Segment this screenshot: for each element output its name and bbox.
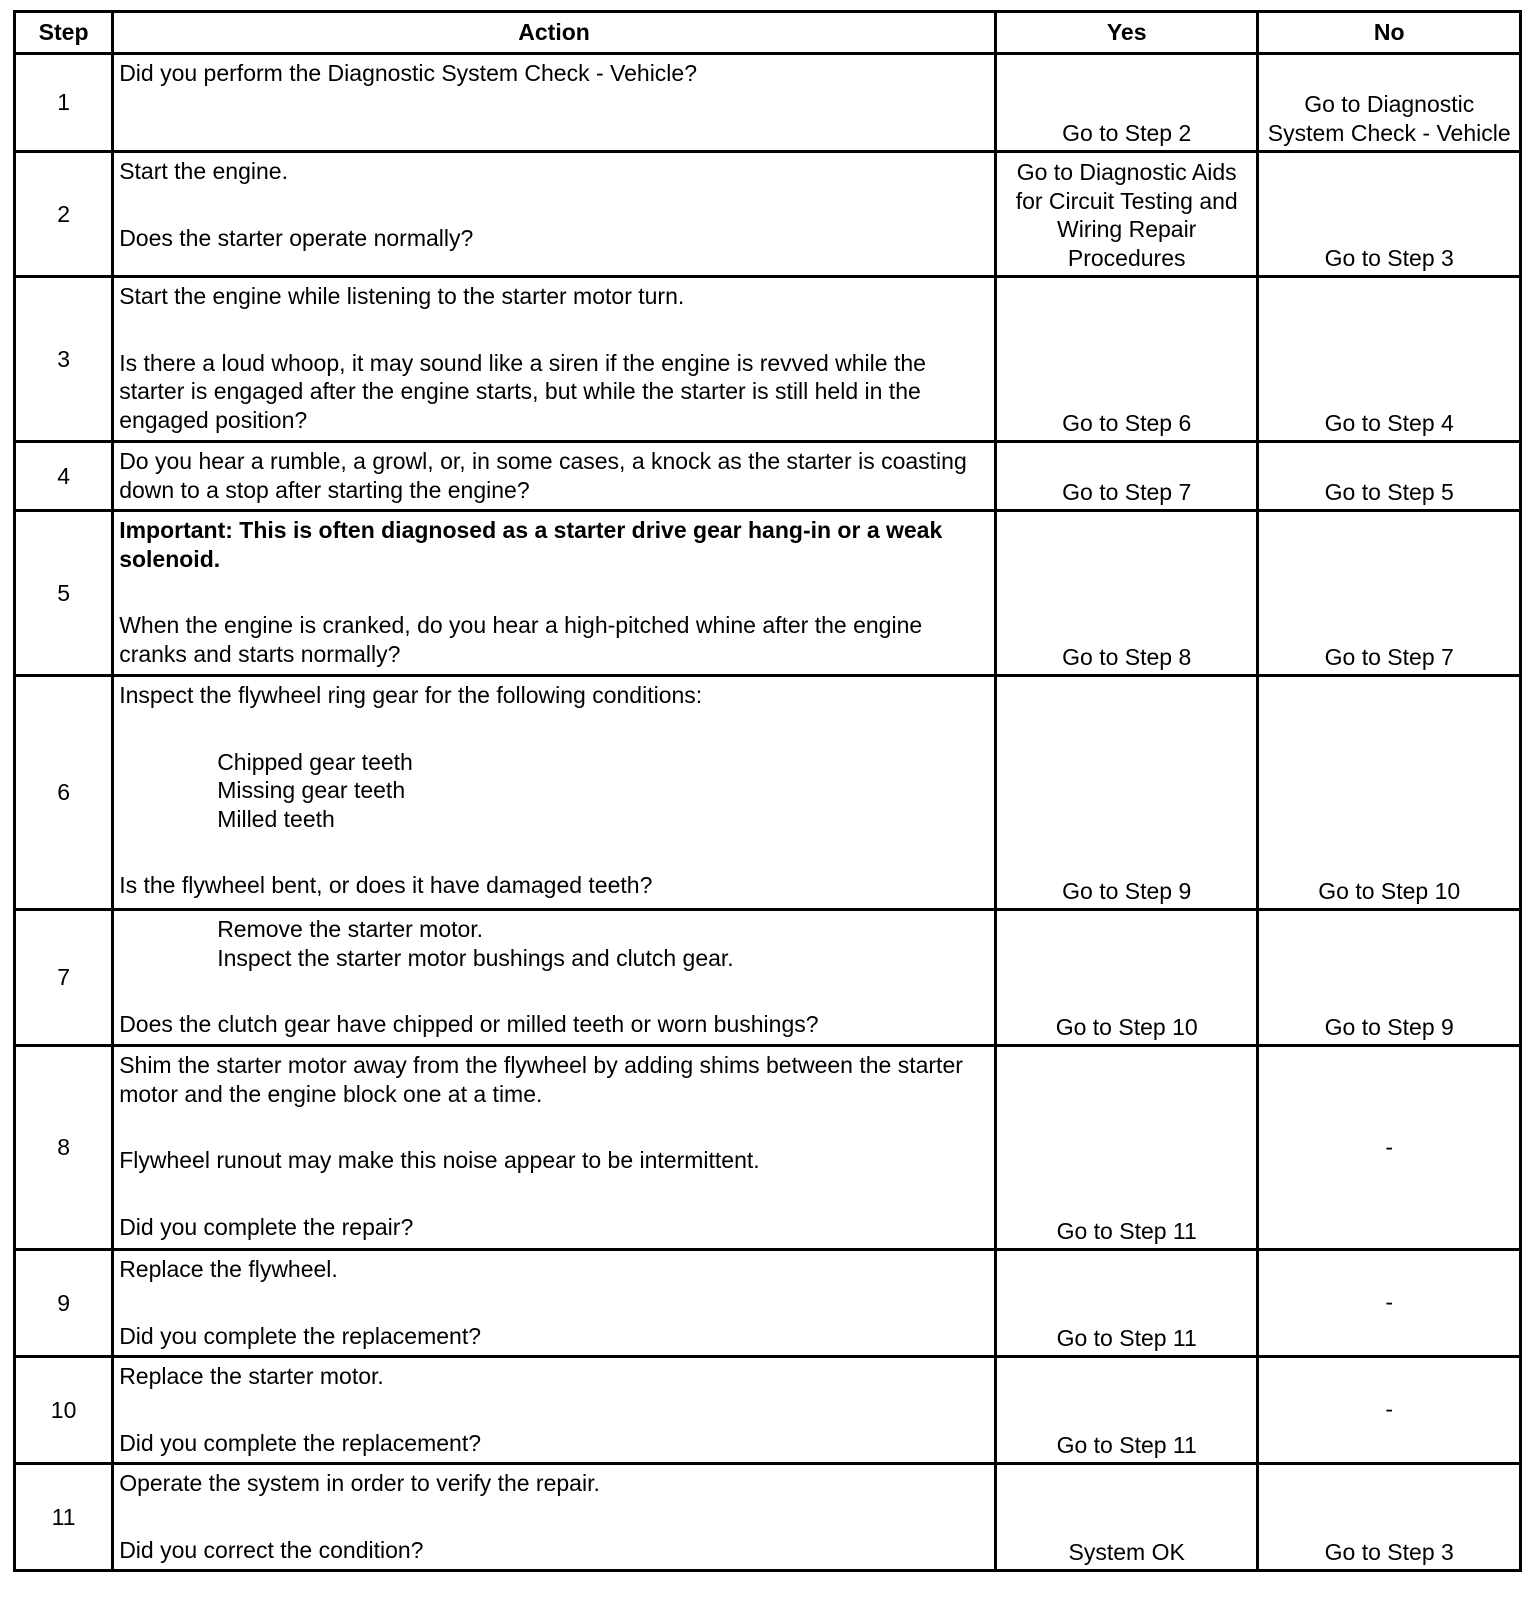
action-question: Is the flywheel bent, or does it have damaged teeth? <box>119 872 653 898</box>
table-row <box>15 442 1521 511</box>
table-row <box>15 1464 1521 1571</box>
table-row <box>15 910 1521 1046</box>
no-cell: Go to Step 5 <box>1258 442 1521 511</box>
action-question: Does the starter operate normally? <box>119 224 474 251</box>
table-row <box>15 1250 1521 1357</box>
step-number: 2 <box>15 152 113 277</box>
yes-cell: System OK <box>995 1464 1258 1571</box>
yes-cell: Go to Step 10 <box>995 910 1258 1046</box>
no-cell: Go to Step 4 <box>1258 277 1521 442</box>
step-number: 5 <box>15 511 113 676</box>
action-text: Start the engine while listening to the starter motor turn. <box>119 283 685 309</box>
step-number: 11 <box>15 1464 113 1571</box>
header-yes: Yes <box>995 12 1258 54</box>
no-cell: - <box>1258 1250 1521 1357</box>
no-cell: - <box>1258 1357 1521 1464</box>
action-text: Shim the starter motor away from the flywheel by adding shims between the starter motor and the engine block one at a time. <box>119 1052 963 1107</box>
step-number: 8 <box>15 1046 113 1250</box>
action-cell <box>113 511 996 676</box>
yes-cell: Go to Step 11 <box>995 1250 1258 1357</box>
yes-cell: Go to Step 8 <box>995 511 1258 676</box>
yes-cell: Go to Step 11 <box>995 1046 1258 1250</box>
list-item: Milled teeth <box>217 805 335 832</box>
step-number: 9 <box>15 1250 113 1357</box>
no-cell: Go to Step 9 <box>1258 910 1521 1046</box>
list-item: Chipped gear teeth <box>217 748 413 775</box>
diagnostic-table <box>13 10 1522 1572</box>
step-number: 6 <box>15 676 113 910</box>
step-number: 3 <box>15 277 113 442</box>
table-row <box>15 54 1521 152</box>
action-cell <box>113 910 996 1046</box>
header-no: No <box>1258 12 1521 54</box>
action-question: Is there a loud whoop, it may sound like a siren if the engine is revved while the starter is engaged after the engine starts, but while the starter is still held in the engaged position? <box>119 349 926 433</box>
yes-cell: Go to Step 2 <box>995 54 1258 152</box>
action-cell <box>113 442 996 511</box>
action-text: Start the engine. <box>119 158 288 184</box>
action-question: Do you hear a rumble, a growl, or, in some cases, a knock as the starter is coasting down to a stop after starting the engine? <box>119 448 967 503</box>
action-text: Did you perform the Diagnostic System Check - Vehicle? <box>119 60 697 86</box>
action-note: Flywheel runout may make this noise appear to be intermittent. <box>119 1147 760 1173</box>
yes-cell: Go to Diagnostic Aids for Circuit Testing and Wiring Repair Procedures <box>995 152 1258 277</box>
action-question: Does the clutch gear have chipped or milled teeth or worn bushings? <box>119 1011 819 1037</box>
action-question: Did you correct the condition? <box>119 1536 424 1563</box>
action-cell <box>113 277 996 442</box>
list-item: Inspect the starter motor bushings and clutch gear. <box>217 944 734 971</box>
step-number: 7 <box>15 910 113 1046</box>
yes-cell: Go to Step 7 <box>995 442 1258 511</box>
yes-cell: Go to Step 6 <box>995 277 1258 442</box>
table-row <box>15 1357 1521 1464</box>
table-row <box>15 277 1521 442</box>
action-cell <box>113 676 996 910</box>
no-cell: Go to Step 7 <box>1258 511 1521 676</box>
action-question: Did you complete the replacement? <box>119 1322 481 1349</box>
no-cell: Go to Diagnostic System Check - Vehicle <box>1258 54 1521 152</box>
no-cell: - <box>1258 1046 1521 1250</box>
header-action: Action <box>113 12 996 54</box>
action-cell <box>113 1250 996 1357</box>
no-cell: Go to Step 10 <box>1258 676 1521 910</box>
action-cell <box>113 54 996 152</box>
action-cell <box>113 1046 996 1250</box>
action-question: Did you complete the repair? <box>119 1213 414 1240</box>
list-item: Remove the starter motor. <box>217 916 484 942</box>
yes-cell: Go to Step 11 <box>995 1357 1258 1464</box>
step-number: 10 <box>15 1357 113 1464</box>
list-item: Missing gear teeth <box>217 777 406 803</box>
header-row <box>15 12 1521 54</box>
action-text: Replace the starter motor. <box>119 1363 384 1389</box>
table-row <box>15 511 1521 676</box>
action-cell <box>113 152 996 277</box>
no-cell: Go to Step 3 <box>1258 1464 1521 1571</box>
action-text: Replace the flywheel. <box>119 1256 338 1282</box>
action-question: Did you complete the replacement? <box>119 1429 481 1456</box>
step-number: 4 <box>15 442 113 511</box>
table-row <box>15 1046 1521 1250</box>
table-row <box>15 152 1521 277</box>
action-cell <box>113 1357 996 1464</box>
no-cell: Go to Step 3 <box>1258 152 1521 277</box>
action-cell <box>113 1464 996 1571</box>
step-number: 1 <box>15 54 113 152</box>
yes-cell: Go to Step 9 <box>995 676 1258 910</box>
important-note: Important: This is often diagnosed as a starter drive gear hang-in or a weak solenoid. <box>119 517 943 572</box>
action-text: Inspect the flywheel ring gear for the following conditions: <box>119 682 703 708</box>
header-step: Step <box>15 12 113 54</box>
table-row <box>15 676 1521 910</box>
action-question: When the engine is cranked, do you hear a high-pitched whine after the engine cranks and starts normally? <box>119 612 923 667</box>
action-text: Operate the system in order to verify the repair. <box>119 1470 600 1496</box>
